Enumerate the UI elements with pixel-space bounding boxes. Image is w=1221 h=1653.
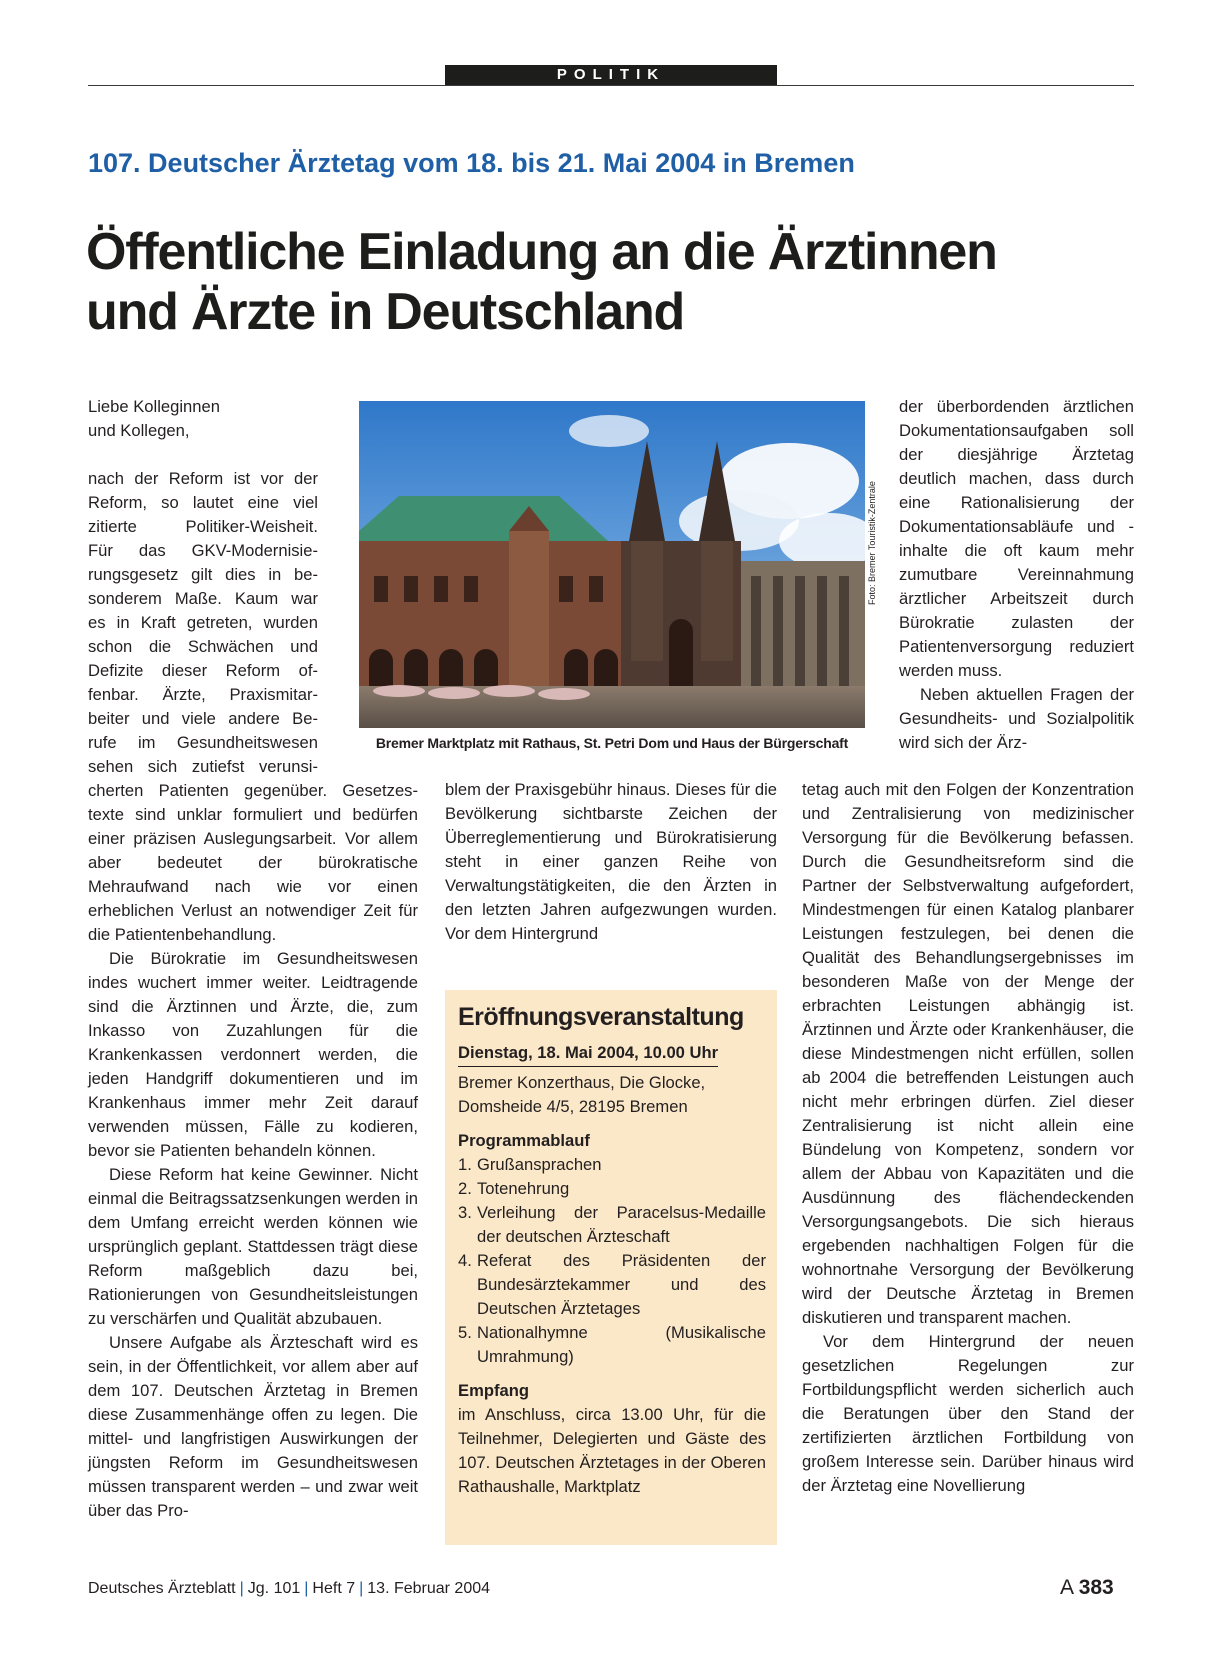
paragraph-1-continued: cherten Patienten gegenüber. Gesetzes-texte sind unklar formuliert und bedürfen einer präzisen Auslegungsarbeit. Vor allem aber bedeutet der bürokratische Mehraufwand nach wie vor einen erheblichen Verlust an notwendiger Zeit für die Patientenbehandlung. bbox=[88, 781, 418, 944]
paragraph-2: Die Bürokratie im Gesundheitswesen indes wuchert immer weiter. Leidtragende sind die Ärztinnen und Ärzte, die, zum Inkasso von Zuzahlungen für die Krankenkassen verdonnert werden, die jeden Handgriff dokumentieren und im Krankenhaus immer mehr Zeit darauf verwenden müssen, Fälle zu kodieren, bevor sie Patienten behandeln können. bbox=[88, 949, 418, 1160]
article-column-3 bbox=[802, 778, 1134, 1498]
program-item-number: 1. bbox=[458, 1155, 472, 1174]
paragraph-4: Unsere Aufgabe als Ärzteschaft wird es sein, in der Öffentlichkeit, vor allem aber auf dem 107. Deutschen Ärztetag in Bremen diese Zusammenhänge offen zu legen. Die mittel- und langfristigen Auswirkungen der jüngsten Reform im Gesundheitswesen müssen transparent werden – und zwar weit über das Pro- bbox=[88, 1333, 418, 1520]
program-item-number: 5. bbox=[458, 1323, 472, 1342]
article-column-2 bbox=[445, 778, 777, 946]
text-line: fenbar. Ärzte, Praxismitar- bbox=[88, 685, 318, 704]
text-line: beiter und viele andere Be- bbox=[88, 709, 318, 728]
program-item bbox=[458, 1177, 766, 1201]
program-item bbox=[458, 1249, 766, 1321]
text-line: es in Kraft getreten, wurden bbox=[88, 613, 318, 632]
text-line: nach der Reform ist vor der bbox=[88, 469, 318, 488]
journal-name: Deutsches Ärzteblatt bbox=[88, 1580, 236, 1597]
event-info-content bbox=[458, 1000, 766, 1499]
photo-credit: Foto: Bremer Touristik-Zentrale bbox=[867, 481, 877, 605]
footer-citation bbox=[88, 1580, 490, 1598]
salutation-line-1: Liebe Kolleginnen bbox=[88, 397, 220, 416]
footer-separator: | bbox=[304, 1580, 309, 1597]
photo-caption: Bremer Marktplatz mit Rathaus, St. Petri Dom und Haus der Bürgerschaft bbox=[375, 735, 849, 751]
paragraph-6-start: Neben aktuellen Fragen der Gesundheits- und Sozialpolitik wird sich der Ärz- bbox=[899, 685, 1134, 752]
paragraph-1-narrow bbox=[88, 467, 318, 779]
program-item bbox=[458, 1321, 766, 1369]
program-item-text: Totenehrung bbox=[477, 1179, 570, 1198]
program-list bbox=[458, 1153, 766, 1369]
page-number-value: 383 bbox=[1078, 1576, 1114, 1599]
text-line: Reform, so lautet eine viel bbox=[88, 493, 318, 512]
text-line: rufe im Gesundheitswesen bbox=[88, 733, 318, 752]
text-line: sonderem Maße. Kaum war bbox=[88, 589, 318, 608]
program-item-text: Nationalhymne (Musikalische Umrahmung) bbox=[477, 1323, 766, 1366]
reception-heading: Empfang bbox=[458, 1381, 529, 1400]
text-line: Defizite dieser Reform of- bbox=[88, 661, 318, 680]
event-title: Eröffnungsveranstaltung bbox=[458, 1003, 744, 1031]
footer-separator: | bbox=[359, 1580, 364, 1597]
bremen-marktplatz-photo bbox=[359, 401, 865, 728]
article-column-3-top bbox=[899, 395, 1134, 755]
paragraph-5: der überbordenden ärztlichen Dokumentationsaufgaben soll der diesjährige Ärztetag deutlich machen, dass durch eine Rationalisierung der Dokumentationsabläufe und -inhalte die oft kaum mehr zumutbare Vereinnahmung ärztlicher Arbeitszeit durch Bürokratie zulasten der Patientenversorgung reduziert werden muss. bbox=[899, 397, 1134, 680]
journal-volume: Jg. 101 bbox=[247, 1580, 301, 1597]
issue-date: 13. Februar 2004 bbox=[367, 1580, 491, 1597]
headline-line-2: und Ärzte in Deutschland bbox=[86, 283, 685, 341]
program-item-number: 3. bbox=[458, 1203, 472, 1222]
paragraph-3: Diese Reform hat keine Gewinner. Nicht einmal die Beitragssatzsenkungen werden in dem Umfang erreicht werden können wie ursprünglich geplant. Stattdessen trägt diese Reform maßgeblich dazu bei, Rationierungen von Gesundheitsleistungen zu verschärfen und Qualität abzubauen. bbox=[88, 1165, 418, 1328]
footer-separator: | bbox=[239, 1580, 244, 1597]
paragraph-6-continued: tetag auch mit den Folgen der Konzentration und Zentralisierung von medizinischer Versorgung für die Bevölkerung befassen. Durch die Gesundheitsreform sind die Partner der Selbstverwaltung aufgefordert, Mindestmengen für einen Katalog planbarer Leistungen festzulegen, bei denen die Qualität des Behandlungsergebnisses im besonderen Maße von der Menge der erbrachten Leistungen abhängig ist. Ärztinnen und Ärzte oder Krankenhäuser, die diese Mindestmengen nicht erfüllen, sollen ab 2004 die betreffenden Leistungen auch nicht mehr erbringen dürfen. Ziel dieser Zentralisierung ist nicht allein eine Bündelung von Kompetenz, sondern vor allem der Abbau von Kapazitäten und die Ausdünnung des flächendeckenden Versorgungsangebots. Die sich hieraus ergebenden nachhaltigen Folgen für die wohnortnahe Versorgung der Bevölkerung wird der Deutsche Ärztetag in Bremen diskutieren und transparent machen. bbox=[802, 780, 1134, 1327]
header-rule bbox=[88, 85, 1134, 86]
program-heading: Programmablauf bbox=[458, 1131, 590, 1150]
article-kicker: 107. Deutscher Ärztetag vom 18. bis 21. Mai 2004 in Bremen bbox=[88, 148, 855, 178]
text-line: Für das GKV-Modernisie- bbox=[88, 541, 318, 560]
paragraph-4-continued: blem der Praxisgebühr hinaus. Dieses für die Bevölkerung sichtbarste Zeichen der Überreglementierung und Bürokratisierung steht in einer ganzen Reihe von Verwaltungstätigkeiten, die den Ärzten in den letzten Jahren aufgezwungen wurden. Vor dem Hintergrund bbox=[445, 780, 777, 943]
headline-line-1: Öffentliche Einladung an die Ärztinnen bbox=[86, 223, 997, 281]
program-item-text: Verleihung der Paracelsus-Medaille der deutschen Ärzteschaft bbox=[477, 1203, 766, 1246]
section-label: POLITIK bbox=[445, 65, 777, 85]
program-item-number: 2. bbox=[458, 1179, 472, 1198]
program-item bbox=[458, 1201, 766, 1249]
text-line: rungsgesetz gilt dies in be- bbox=[88, 565, 318, 584]
article-headline bbox=[86, 222, 1146, 342]
paragraph-7: Vor dem Hintergrund der neuen gesetzlichen Regelungen zur Fortbildungspflicht werden sicherlich auch die Beratungen über den Stand der zertifizierten ärztlichen Fortbildung von großem Interesse sein. Darüber hinaus wird der Ärztetag eine Novellierung bbox=[802, 1332, 1134, 1495]
program-item-text: Referat des Präsidenten der Bundesärztekammer und des Deutschen Ärztetages bbox=[477, 1251, 766, 1318]
event-info-box bbox=[445, 990, 777, 1545]
text-line: schon die Schwächen und bbox=[88, 637, 318, 656]
salutation-line-2: und Kollegen, bbox=[88, 421, 190, 440]
event-venue: Bremer Konzerthaus, Die Glocke, Domsheide 4/5, 28195 Bremen bbox=[458, 1073, 706, 1116]
event-date: Dienstag, 18. Mai 2004, 10.00 Uhr bbox=[458, 1040, 718, 1067]
text-line: sehen sich zutiefst verunsi- bbox=[88, 757, 318, 776]
reception-text: im Anschluss, circa 13.00 Uhr, für die Teilnehmer, Delegierten und Gäste des 107. Deutschen Ärztetages in der Oberen Rathaushalle, Marktplatz bbox=[458, 1405, 766, 1496]
program-item bbox=[458, 1153, 766, 1177]
photo-illustration bbox=[359, 401, 865, 728]
page-prefix: A bbox=[1060, 1576, 1073, 1599]
page-number bbox=[1060, 1576, 1114, 1600]
program-item-number: 4. bbox=[458, 1251, 472, 1270]
text-line: zitierte Politiker-Weisheit. bbox=[88, 517, 318, 536]
program-item-text: Grußansprachen bbox=[477, 1155, 602, 1174]
journal-issue: Heft 7 bbox=[312, 1580, 356, 1597]
